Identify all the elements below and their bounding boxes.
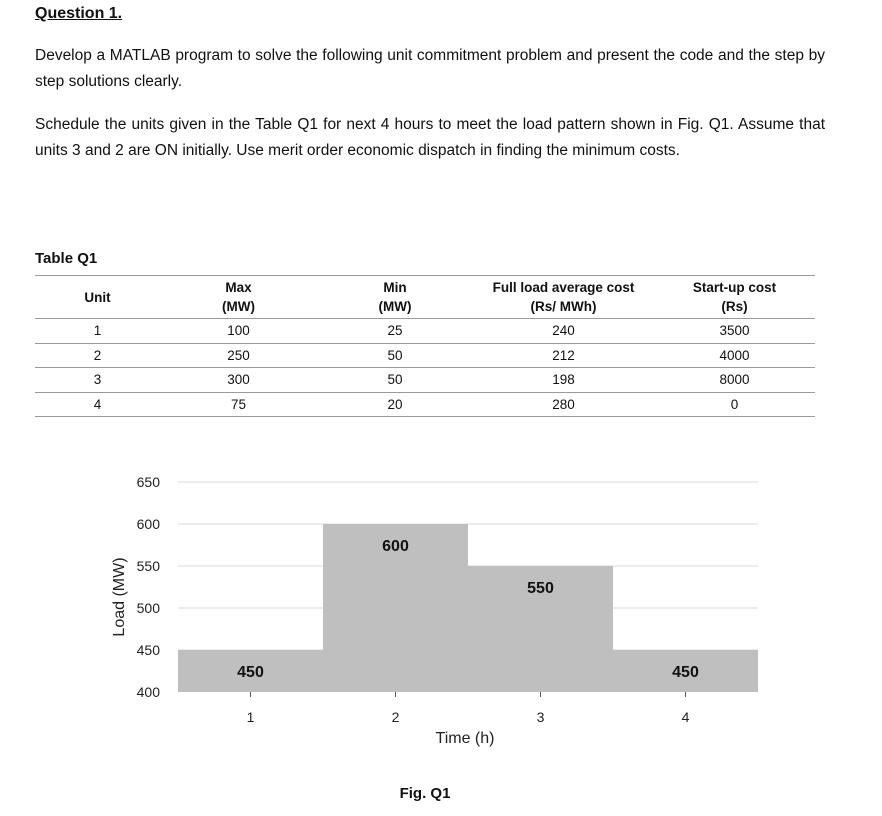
header-average-cost-label: Full load average cost: [492, 280, 635, 295]
table-row: [35, 368, 815, 393]
header-max: [160, 276, 317, 319]
x-tick-label: 1: [246, 709, 255, 725]
y-tick-label: 650: [136, 474, 160, 490]
header-max-label: Max: [225, 280, 252, 295]
unit-table: [35, 275, 815, 417]
y-tick-label: 550: [136, 558, 160, 574]
header-average-cost: [473, 276, 654, 319]
table-row: [35, 392, 815, 417]
cell-startup-cost: 0: [730, 396, 739, 412]
cell-startup-cost: 8000: [719, 372, 750, 388]
x-tick-label: 3: [536, 709, 545, 725]
table-row: [35, 343, 815, 368]
cell-startup-cost: 3500: [719, 323, 750, 339]
question-paragraph-2: Schedule the units given in the Table Q1 for next 4 hours to meet the load pattern shown in Fig. Q1. Assume that units 3 and 2 are ON initially. Use merit order economic dispatch in finding the minimum costs.: [35, 116, 825, 159]
data-label: 450: [237, 664, 264, 681]
cell-max: 75: [230, 396, 247, 412]
data-label: 600: [382, 538, 409, 555]
header-max-unit: (MW): [222, 299, 255, 314]
cell-startup-cost: 4000: [719, 347, 750, 363]
header-min-label: Min: [383, 280, 407, 295]
cell-min: 50: [387, 372, 403, 388]
header-unit: [35, 276, 160, 319]
cell-min: 50: [387, 347, 403, 363]
cell-unit: 2: [93, 347, 102, 363]
table-header-row: [35, 276, 815, 319]
x-tick-label: 4: [681, 709, 690, 725]
data-label: 550: [527, 580, 554, 597]
y-tick-label: 600: [136, 516, 160, 532]
header-unit-label: Unit: [84, 289, 111, 305]
question-paragraph-1: Develop a MATLAB program to solve the following unit commitment problem and present the code and the step by step solutions clearly.: [35, 47, 825, 90]
x-tick-label: 2: [391, 709, 400, 725]
data-label: 450: [672, 664, 699, 681]
cell-unit: 3: [93, 372, 102, 388]
cell-average-cost: 212: [552, 347, 575, 363]
header-min: [317, 276, 473, 319]
header-average-cost-unit: (Rs/ MWh): [530, 299, 597, 314]
y-tick-label: 400: [136, 684, 160, 700]
table-row: [35, 319, 815, 344]
load-chart: [0, 460, 882, 780]
y-tick-label: 450: [136, 642, 160, 658]
header-startup-cost-label: Start-up cost: [692, 280, 777, 295]
x-axis-title: Time (h): [435, 730, 495, 747]
header-min-unit: (MW): [378, 299, 412, 314]
y-axis-title: Load (MW): [111, 557, 128, 637]
cell-average-cost: 240: [552, 323, 575, 339]
cell-average-cost: 198: [552, 372, 575, 388]
cell-unit: 1: [93, 323, 102, 339]
cell-min: 20: [387, 396, 403, 412]
header-startup-cost: [654, 276, 815, 319]
y-tick-label: 500: [136, 600, 160, 616]
cell-max: 300: [227, 372, 250, 388]
figure-caption: Fig. Q1: [399, 785, 451, 802]
cell-unit: 4: [93, 396, 102, 412]
cell-min: 25: [387, 323, 403, 339]
cell-average-cost: 280: [552, 396, 575, 412]
cell-max: 100: [227, 323, 250, 339]
cell-max: 250: [227, 347, 250, 363]
table-title: Table Q1: [35, 250, 98, 267]
question-title: Question 1.: [35, 5, 123, 22]
header-startup-cost-unit: (Rs): [721, 299, 748, 314]
